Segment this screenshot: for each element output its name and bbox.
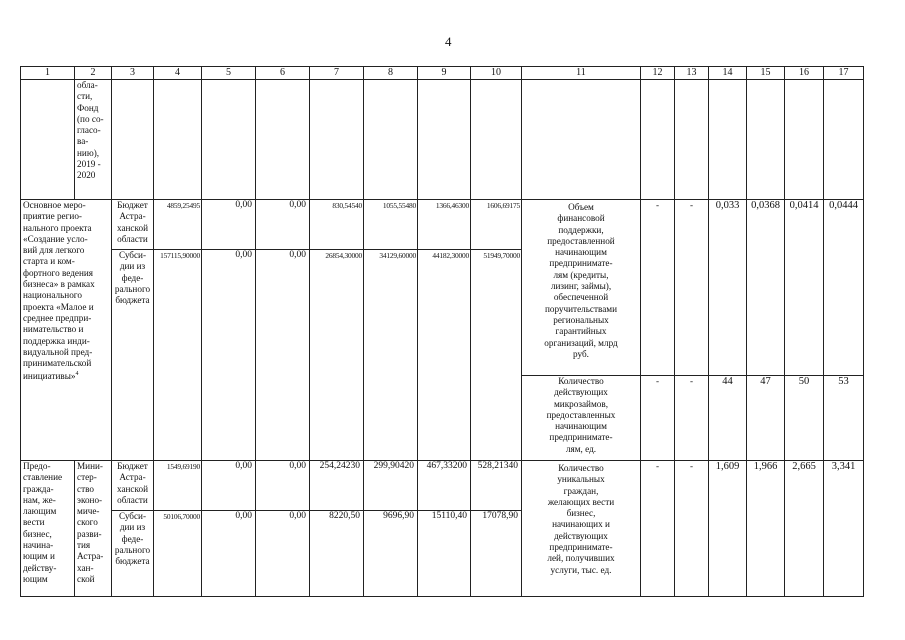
col-header: 4 bbox=[154, 67, 202, 80]
amount-2020: 0,00 bbox=[256, 250, 310, 461]
table-row bbox=[21, 80, 864, 200]
amount-2022: 299,90420 bbox=[364, 461, 418, 511]
col-header: 9 bbox=[418, 67, 471, 80]
col-header: 2 bbox=[75, 67, 112, 80]
amount-2023: 44182,30000 bbox=[418, 250, 471, 461]
amount-2021: 8220,50 bbox=[310, 511, 364, 597]
indicator-name: Количество действующих микрозаймов, предоставленных начинающим предпринимате- лям, ед. bbox=[522, 376, 641, 461]
funding-source: Субси- дии из феде- рального бюджета bbox=[112, 511, 154, 597]
indicator-value: - bbox=[641, 461, 675, 597]
indicator-value: 1,609 bbox=[709, 461, 747, 597]
col-header: 12 bbox=[641, 67, 675, 80]
amount-2024: 51949,70000 bbox=[471, 250, 522, 461]
table-container bbox=[20, 66, 864, 597]
col-header: 7 bbox=[310, 67, 364, 80]
amount-2023: 1366,46300 bbox=[418, 200, 471, 250]
col-header: 15 bbox=[747, 67, 785, 80]
amount-total: 50106,70000 bbox=[154, 511, 202, 597]
indicator-value: 0,0414 bbox=[785, 200, 824, 376]
amount-2019: 0,00 bbox=[202, 511, 256, 597]
amount-2020: 0,00 bbox=[256, 200, 310, 250]
indicator-value: - bbox=[675, 200, 709, 376]
footnote-mark: 4 bbox=[75, 371, 79, 378]
activity-title: Основное меро- приятие регио- нального проекта «Создание усло- вий для легкого старта и ком- фортного ведения бизнеса» в рамках национального проекта «Малое и среднее предпри- нимательство и поддержка инди- видуальной пред- принимательской инициативы»$^4$ bbox=[21, 200, 112, 461]
indicator-value: 44 bbox=[709, 376, 747, 461]
amount-2023: 467,33200 bbox=[418, 461, 471, 511]
indicator-value: - bbox=[675, 376, 709, 461]
program-table bbox=[20, 66, 864, 597]
funding-source: Бюджет Астра- ханской области bbox=[112, 200, 154, 250]
funding-source: Субси- дии из феде- рального бюджета bbox=[112, 250, 154, 461]
indicator-value: 50 bbox=[785, 376, 824, 461]
indicator-name: Количество уникальных граждан, желающих вести бизнес, начинающих и действующих предпринимате- лей, получивших услуги, тыс. ед. bbox=[522, 461, 641, 597]
col-header: 16 bbox=[785, 67, 824, 80]
executor: Мини- стер- ство эконо- миче- ского разви- тия Астра- хан- ской bbox=[75, 461, 112, 597]
amount-2024: 17078,90 bbox=[471, 511, 522, 597]
col-header: 1 bbox=[21, 67, 75, 80]
amount-2021: 254,24230 bbox=[310, 461, 364, 511]
indicator-value: 2,665 bbox=[785, 461, 824, 597]
indicator-value: - bbox=[641, 200, 675, 376]
activity-title: Предо- ставление гражда- нам, же- лающим вести бизнес, начина- ющим и действу- ющим bbox=[21, 461, 75, 597]
amount-2022: 9696,90 bbox=[364, 511, 418, 597]
indicator-value: 0,0368 bbox=[747, 200, 785, 376]
amount-2021: 26854,30000 bbox=[310, 250, 364, 461]
col-header: 3 bbox=[112, 67, 154, 80]
table-row bbox=[21, 200, 864, 250]
col-header: 17 bbox=[824, 67, 864, 80]
continued-executor: обла- сти, Фонд (по со- гласо- ва- нию), 2019 - 2020 bbox=[75, 80, 112, 200]
amount-2022: 34129,60000 bbox=[364, 250, 418, 461]
amount-2024: 528,21340 bbox=[471, 461, 522, 511]
amount-2024: 1606,69175 bbox=[471, 200, 522, 250]
indicator-value: 0,033 bbox=[709, 200, 747, 376]
indicator-value: 47 bbox=[747, 376, 785, 461]
amount-total: 1549,69190 bbox=[154, 461, 202, 511]
table-row bbox=[21, 461, 864, 511]
indicator-value: 1,966 bbox=[747, 461, 785, 597]
indicator-value: - bbox=[675, 461, 709, 597]
indicator-value: 53 bbox=[824, 376, 864, 461]
col-header: 13 bbox=[675, 67, 709, 80]
amount-total: 4859,25495 bbox=[154, 200, 202, 250]
amount-2019: 0,00 bbox=[202, 250, 256, 461]
indicator-value: 0,0444 bbox=[824, 200, 864, 376]
col-header: 14 bbox=[709, 67, 747, 80]
indicator-value: 3,341 bbox=[824, 461, 864, 597]
col-header: 5 bbox=[202, 67, 256, 80]
amount-2019: 0,00 bbox=[202, 200, 256, 250]
amount-2022: 1055,55480 bbox=[364, 200, 418, 250]
amount-2020: 0,00 bbox=[256, 511, 310, 597]
amount-2021: 830,54540 bbox=[310, 200, 364, 250]
col-header: 10 bbox=[471, 67, 522, 80]
funding-source: Бюджет Астра- ханской области bbox=[112, 461, 154, 511]
col-header: 6 bbox=[256, 67, 310, 80]
page-number: 4 bbox=[445, 34, 452, 49]
col-header: 11 bbox=[522, 67, 641, 80]
amount-2020: 0,00 bbox=[256, 461, 310, 511]
amount-2019: 0,00 bbox=[202, 461, 256, 511]
indicator-name: Объем финансовой поддержки, предоставленной начинающим предпринимате- лям (кредиты, лизинг, займы), обеспеченной поручительствами региональных гарантийных организаций, млрд руб. bbox=[522, 200, 641, 376]
col-header: 8 bbox=[364, 67, 418, 80]
amount-total: 157115,90000 bbox=[154, 250, 202, 461]
amount-2023: 15110,40 bbox=[418, 511, 471, 597]
header-row bbox=[21, 67, 864, 80]
indicator-value: - bbox=[641, 376, 675, 461]
